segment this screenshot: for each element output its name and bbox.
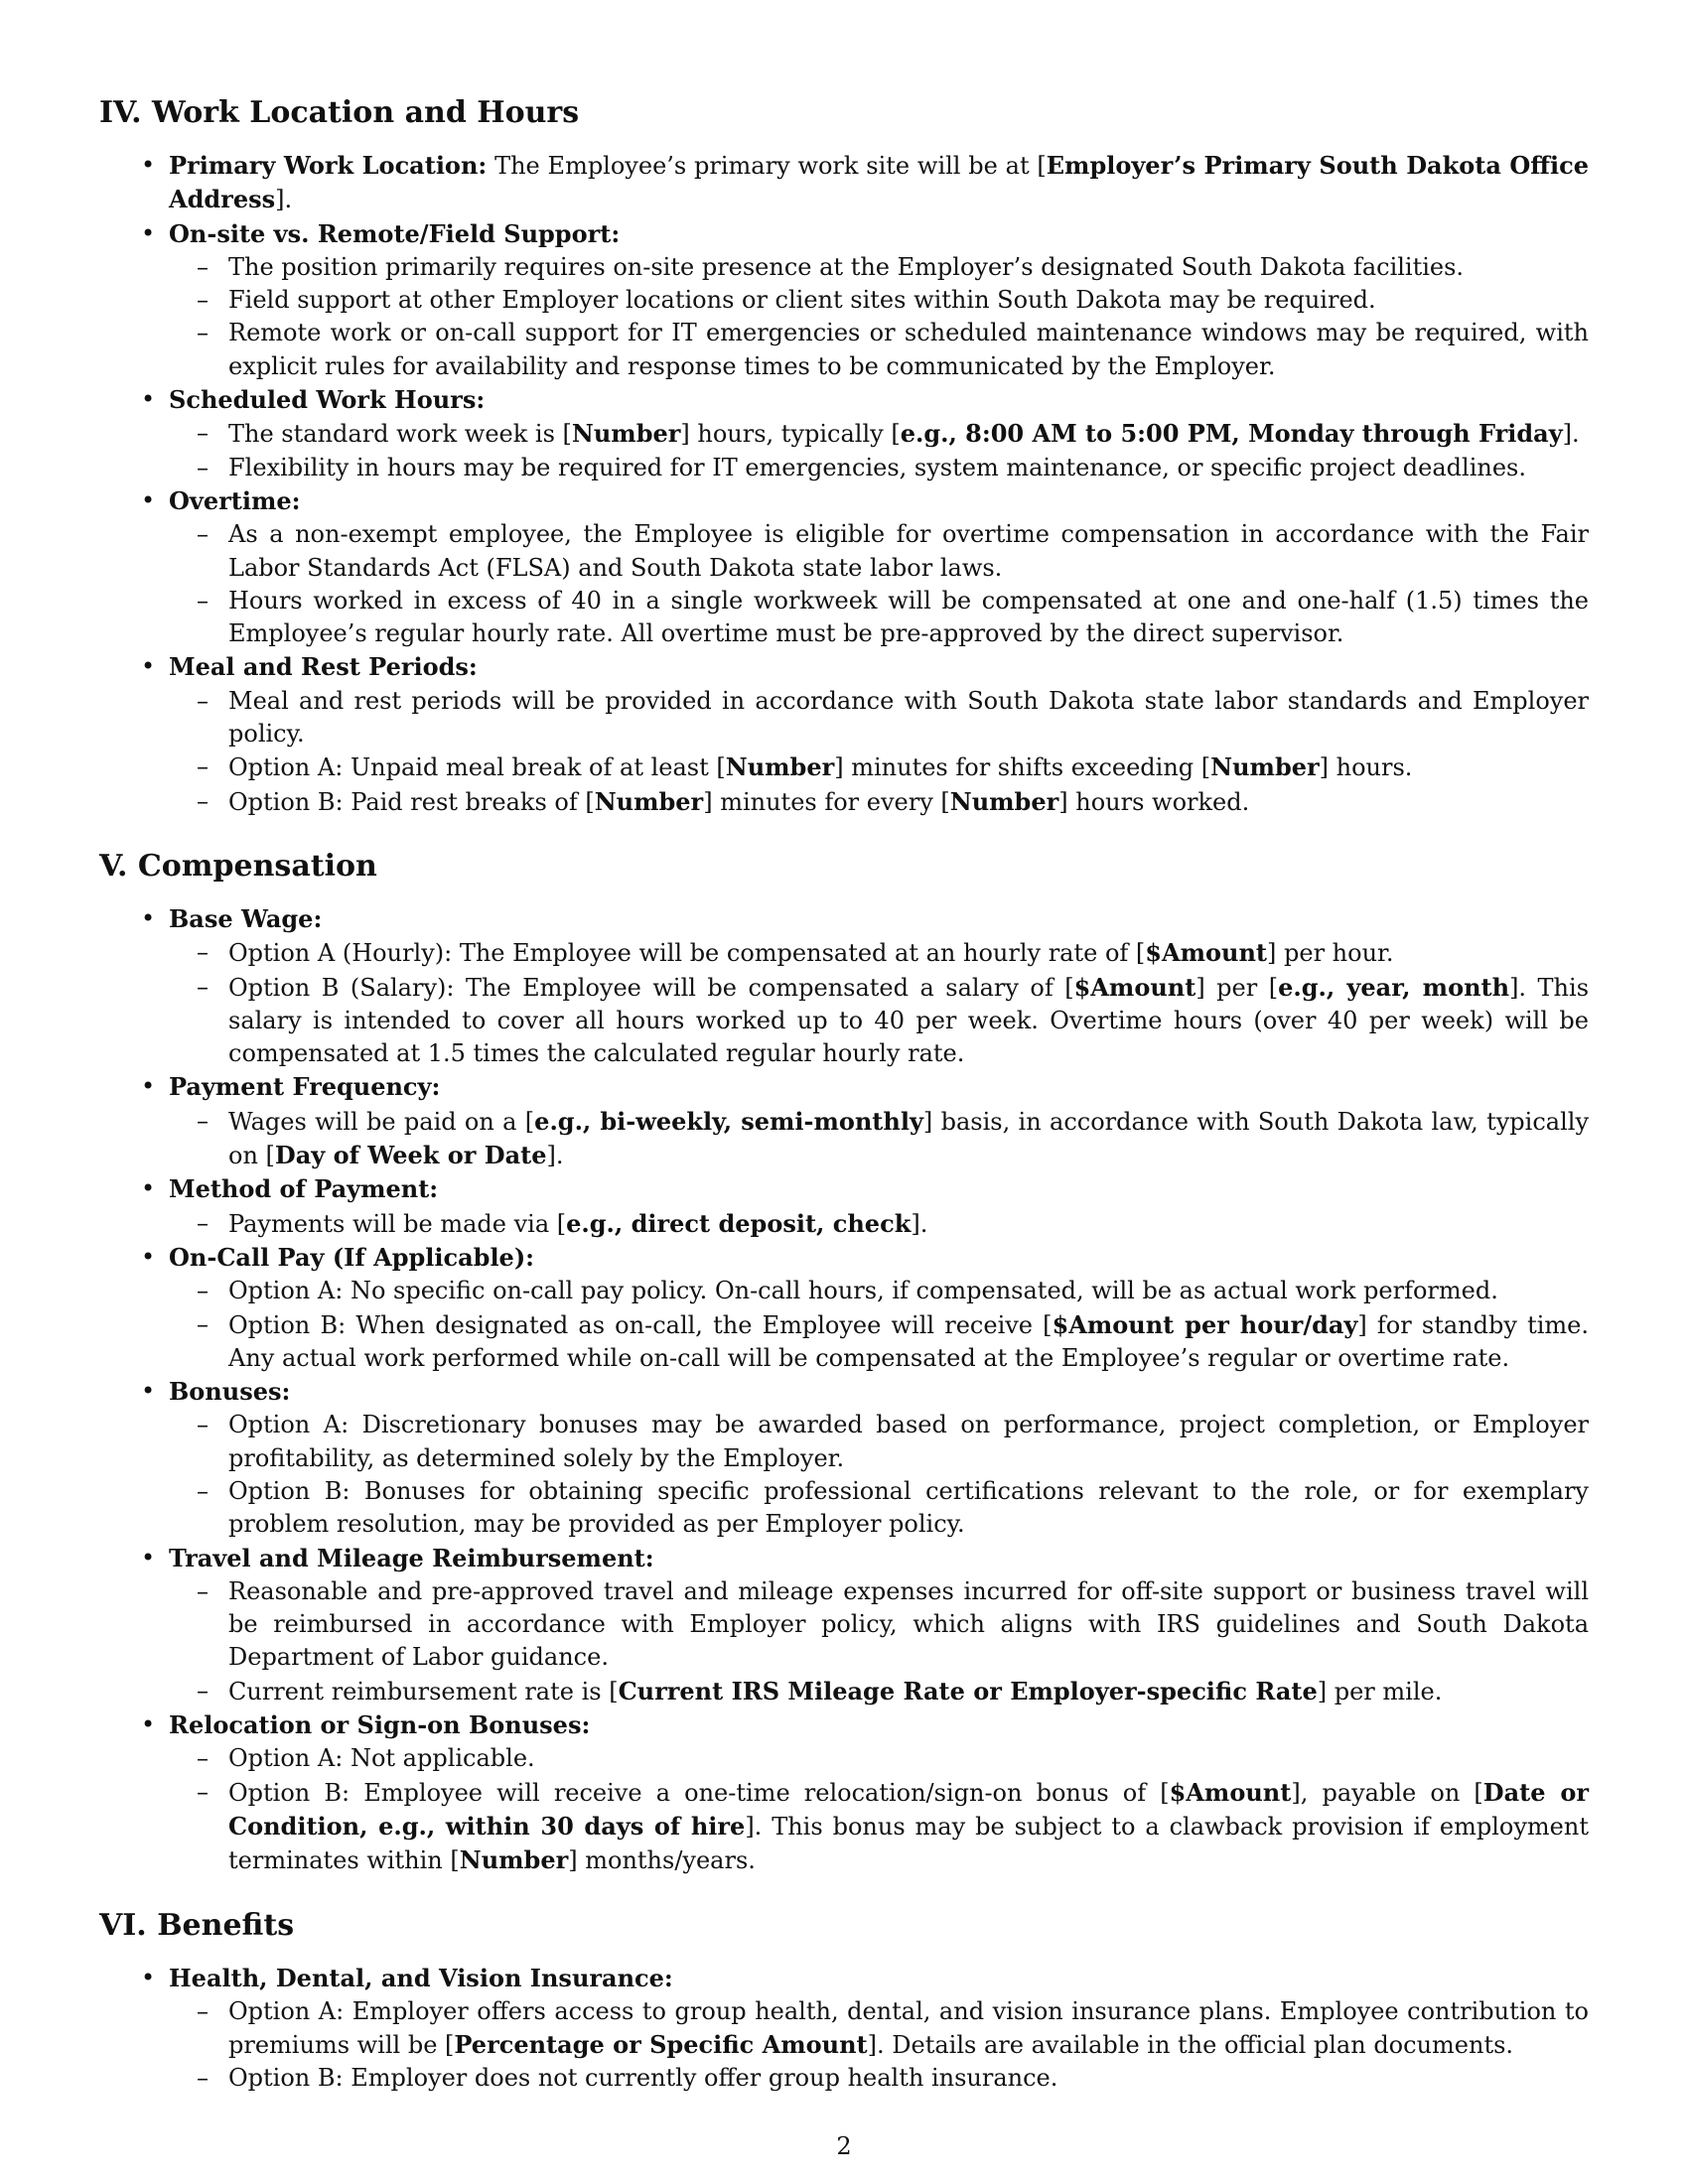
item-heading: On-Call Pay (If Applicable):: [169, 1242, 535, 1272]
text-run: ]. This salary is intended to cover all hours worked up to 40 per week. Overtime hours (over 40 per week) will be compensated at 1.5 times the calculated regular hourly rate.: [228, 973, 1590, 1068]
sub-list-item: [169, 317, 1589, 383]
sub-list: [169, 936, 1589, 1070]
item-heading: Meal and Rest Periods:: [169, 652, 478, 682]
text-run: Flexibility in hours may be required for IT emergencies, system maintenance, or specific project deadlines.: [228, 453, 1526, 481]
bullet-icon: •: [141, 485, 156, 514]
sub-list: [169, 1409, 1589, 1541]
placeholder-field: Number: [459, 1845, 569, 1875]
text-run: Option A: Discretionary bonuses may be awarded based on performance, project completion, or Employer profitability, as determined solely by the Employer.: [228, 1411, 1589, 1472]
dash-marker: –: [197, 1576, 209, 1605]
section-list: [99, 902, 1589, 1878]
list-item: [99, 1708, 1589, 1877]
dash-marker: –: [197, 1106, 209, 1135]
item-heading: Health, Dental, and Vision Insurance:: [169, 1963, 673, 1992]
sub-list-item: [169, 1308, 1589, 1376]
text-run: Option A: Not applicable.: [228, 1744, 535, 1773]
text-run: Option B: When designated as on-call, the Employee will receive [: [228, 1310, 1053, 1339]
dash-marker: –: [197, 686, 209, 715]
placeholder-field: Number: [949, 786, 1059, 816]
sub-list-item: [169, 1207, 1589, 1241]
text-run: ].: [1562, 420, 1580, 449]
dash-marker: –: [197, 520, 209, 549]
bullet-icon: •: [141, 1377, 156, 1406]
sub-list: [169, 518, 1589, 650]
text-run: ].: [546, 1142, 564, 1170]
section-heading: IV. Work Location and Hours: [99, 95, 580, 130]
sub-list: [169, 1995, 1589, 2096]
text-run: ], payable on [: [1291, 1778, 1483, 1807]
dash-marker: –: [197, 1777, 209, 1806]
dash-marker: –: [197, 2064, 209, 2093]
sub-list-item: [169, 1575, 1589, 1675]
sub-list-item: [169, 685, 1589, 751]
sub-list-item: [169, 1409, 1589, 1475]
dash-marker: –: [197, 752, 209, 781]
dash-marker: –: [197, 1476, 209, 1505]
text-run: The standard work week is [: [228, 420, 572, 449]
text-run: ].: [275, 186, 293, 214]
placeholder-field: $Amount per hour/day: [1052, 1309, 1358, 1339]
sub-list: [169, 251, 1589, 383]
dash-marker: –: [197, 319, 209, 347]
placeholder-field: Current IRS Mileage Rate or Employer-specific Rate: [618, 1676, 1318, 1706]
text-run: Meal and rest periods will be provided in accordance with South Dakota state labor standards and Employer policy.: [228, 686, 1589, 749]
sub-list-item: [169, 1675, 1589, 1708]
sub-list-item: [169, 936, 1589, 970]
bullet-icon: •: [141, 385, 156, 414]
placeholder-field: $Amount: [1169, 1777, 1292, 1807]
item-heading: Travel and Mileage Reimbursement:: [169, 1543, 654, 1572]
dash-marker: –: [197, 786, 209, 815]
text-run: Option A: No specific on-call pay policy. On-call hours, if compensated, will be as actual work performed.: [228, 1277, 1498, 1305]
text-run: Reasonable and pre-approved travel and mileage expenses incurred for off-site support or business travel will be reimbursed in accordance with Employer policy, which aligns with IRS guidelines and South Dakota Department of Labor guidance.: [228, 1576, 1589, 1672]
item-heading: Base Wage:: [169, 903, 323, 933]
list-item: [99, 1241, 1589, 1375]
sub-list: [169, 1742, 1589, 1877]
list-item: [99, 1542, 1589, 1708]
dash-marker: –: [197, 586, 209, 614]
placeholder-field: e.g., direct deposit, check: [566, 1208, 912, 1238]
text-run: ] hours worked.: [1058, 787, 1250, 816]
dash-marker: –: [197, 972, 209, 1001]
list-item: [99, 217, 1589, 383]
bullet-icon: •: [141, 1174, 156, 1203]
text-run: ] minutes for every [: [703, 787, 950, 816]
list-item: [99, 1375, 1589, 1541]
sub-list-item: [169, 2062, 1589, 2095]
dash-marker: –: [197, 1996, 209, 2025]
placeholder-field: Number: [1210, 752, 1320, 782]
text-run: As a non-exempt employee, the Employee is eligible for overtime compensation in accordance with the Fair Labor Standards Act (FLSA) and South Dakota state labor laws.: [228, 520, 1589, 582]
sub-list-item: [169, 1776, 1589, 1878]
sub-list: [169, 1575, 1589, 1708]
item-heading: Relocation or Sign-on Bonuses:: [169, 1710, 591, 1740]
list-item: [99, 484, 1589, 650]
placeholder-field: Number: [571, 419, 681, 449]
sub-list-item: [169, 585, 1589, 651]
list-item: [99, 650, 1589, 818]
placeholder-field: Day of Week or Date: [274, 1141, 547, 1170]
placeholder-field: $Amount: [1073, 972, 1196, 1002]
text-run: Option B: Employer does not currently offer group health insurance.: [228, 2064, 1058, 2093]
page-number: 2: [836, 2132, 852, 2160]
item-heading: Primary Work Location:: [169, 151, 488, 180]
bullet-icon: •: [141, 1072, 156, 1101]
text-run: Remote work or on-call support for IT emergencies or scheduled maintenance windows may be required, with explicit rules for availability and response times to be communicated by the Employer.: [228, 319, 1589, 380]
list-item: [99, 902, 1589, 1070]
list-item: [99, 1172, 1589, 1241]
placeholder-field: Percentage or Specific Amount: [454, 2030, 868, 2060]
item-heading: Bonuses:: [169, 1377, 291, 1407]
sub-list-item: [169, 1475, 1589, 1542]
dash-marker: –: [197, 453, 209, 481]
text-run: ]. This bonus may be subject to a clawback provision if employment terminates within [: [228, 1812, 1589, 1875]
text-run: Current reimbursement rate is [: [228, 1677, 619, 1706]
text-run: ]. Details are available in the official plan documents.: [867, 2031, 1514, 2060]
sub-list-item: [169, 1742, 1589, 1775]
item-heading: Scheduled Work Hours:: [169, 385, 486, 415]
text-run: Option A: Employer offers access to group health, dental, and vision insurance plans. Employee contribution to premiums will be [: [228, 1996, 1589, 2060]
text-run: Option B: Bonuses for obtaining specific professional certifications relevant to the role, or for exemplary problem resolution, may be provided as per Employer policy.: [228, 1476, 1589, 1539]
document-page: [99, 91, 1589, 2096]
text-run: ] per hour.: [1267, 939, 1394, 968]
dash-marker: –: [197, 1309, 209, 1338]
placeholder-field: $Amount: [1145, 938, 1268, 968]
dash-marker: –: [197, 1676, 209, 1705]
bullet-icon: •: [141, 652, 156, 681]
sub-list-item: [169, 518, 1589, 585]
section-heading: VI. Benefits: [99, 1907, 295, 1943]
dash-marker: –: [197, 419, 209, 448]
bullet-icon: •: [141, 1242, 156, 1271]
text-run: ] for standby time. Any actual work performed while on-call will be compensated at the Employee’s regular or overtime rate.: [228, 1310, 1589, 1372]
item-heading: Method of Payment:: [169, 1174, 439, 1204]
sub-list-item: [169, 284, 1589, 317]
text-run: ] basis, in accordance with South Dakota law, typically on [: [228, 1107, 1590, 1170]
sub-list: [169, 1105, 1589, 1173]
text-run: Option A (Hourly): The Employee will be compensated at an hourly rate of [: [228, 939, 1146, 968]
dash-marker: –: [197, 1208, 209, 1237]
dash-marker: –: [197, 1277, 209, 1305]
text-run: Option B (Salary): The Employee will be compensated a salary of [: [228, 973, 1074, 1002]
item-heading: On-site vs. Remote/Field Support:: [169, 218, 621, 248]
section-list: [99, 1962, 1589, 2096]
sub-list-item: [169, 1105, 1589, 1173]
sub-list-item: [169, 751, 1589, 784]
bullet-icon: •: [141, 1543, 156, 1571]
sub-list-item: [169, 971, 1589, 1071]
text-run: Payments will be made via [: [228, 1209, 567, 1238]
sub-list-item: [169, 1995, 1589, 2063]
bullet-icon: •: [141, 1710, 156, 1739]
item-heading: Overtime:: [169, 485, 301, 515]
text-run: ] per [: [1196, 973, 1279, 1002]
list-item: [99, 149, 1589, 217]
section-list: [99, 149, 1589, 819]
bullet-icon: •: [141, 1963, 156, 1991]
list-item: [99, 1070, 1589, 1172]
bullet-icon: •: [141, 151, 156, 179]
sub-list-item: [169, 417, 1589, 451]
text-run: ] hours.: [1319, 753, 1413, 782]
dash-marker: –: [197, 252, 209, 281]
placeholder-field: e.g., bi-weekly, semi-monthly: [534, 1106, 923, 1136]
dash-marker: –: [197, 938, 209, 967]
sub-list: [169, 685, 1589, 819]
text-run: Option B: Employee will receive a one-time relocation/sign-on bonus of [: [228, 1778, 1170, 1807]
dash-marker: –: [197, 286, 209, 315]
text-run: ] minutes for shifts exceeding [: [834, 753, 1211, 782]
sub-list: [169, 1207, 1589, 1241]
dash-marker: –: [197, 1411, 209, 1439]
bullet-icon: •: [141, 903, 156, 932]
text-run: ].: [911, 1209, 928, 1238]
section-heading: V. Compensation: [99, 848, 377, 884]
sub-list-item: [169, 452, 1589, 484]
sub-list: [169, 1275, 1589, 1375]
sub-list-item: [169, 785, 1589, 819]
list-item: [99, 1962, 1589, 2096]
sub-list-item: [169, 1275, 1589, 1307]
text-run: ] hours, typically [: [680, 420, 901, 449]
text-run: Option A: Unpaid meal break of at least [: [228, 753, 726, 782]
text-run: Hours worked in excess of 40 in a single workweek will be compensated at one and one-half (1.5) times the Employee’s regular hourly rate. All overtime must be pre-approved by the direct supervisor.: [228, 586, 1589, 648]
list-item: [99, 383, 1589, 484]
placeholder-field: Date or Condition, e.g., within 30 days of hire: [228, 1777, 1589, 1841]
dash-marker: –: [197, 1744, 209, 1773]
placeholder-field: e.g., year, month: [1278, 972, 1510, 1002]
text-run: Field support at other Employer locations or client sites within South Dakota may be required.: [228, 286, 1376, 315]
text-run: ] per mile.: [1317, 1677, 1443, 1706]
text-run: The Employee’s primary work site will be at [: [487, 152, 1047, 180]
sub-list: [169, 417, 1589, 484]
text-run: The position primarily requires on-site presence at the Employer’s designated South Dakota facilities.: [228, 252, 1465, 281]
text-run: Wages will be paid on a [: [228, 1107, 535, 1136]
placeholder-field: Employer’s Primary South Dakota Office Address: [169, 151, 1590, 214]
placeholder-field: Number: [594, 786, 704, 816]
item-heading: Payment Frequency:: [169, 1072, 441, 1102]
bullet-icon: •: [141, 218, 156, 247]
text-run: ] months/years.: [568, 1846, 756, 1875]
placeholder-field: e.g., 8:00 AM to 5:00 PM, Monday through Friday: [900, 419, 1563, 449]
text-run: Option B: Paid rest breaks of [: [228, 787, 595, 816]
sub-list-item: [169, 251, 1589, 284]
placeholder-field: Number: [725, 752, 835, 782]
